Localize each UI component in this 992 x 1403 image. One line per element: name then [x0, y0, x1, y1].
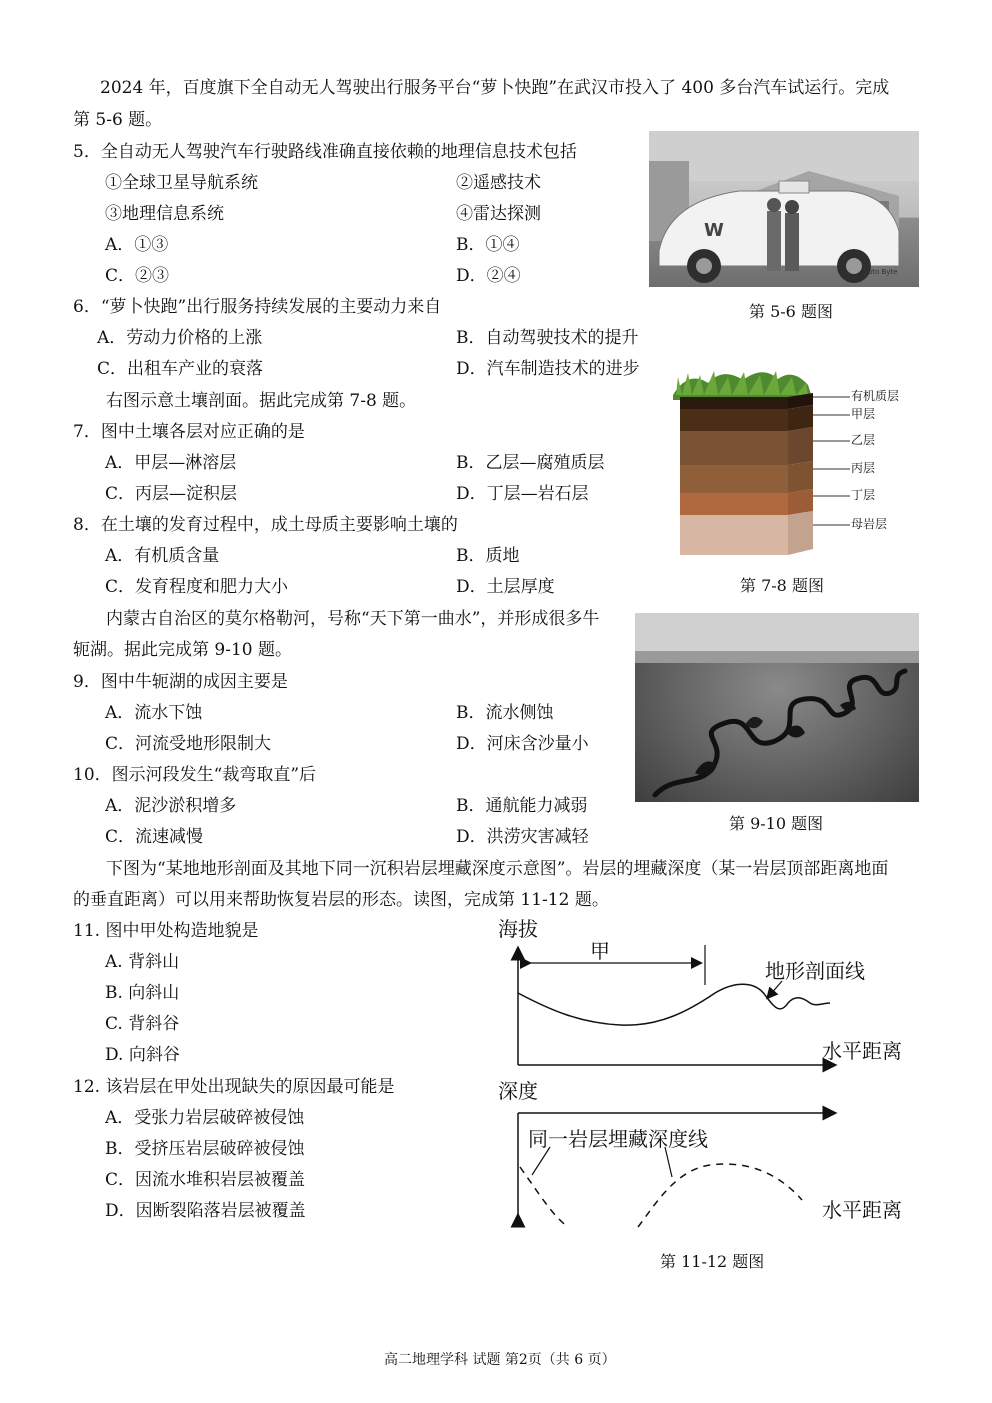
q7-option-d: D．丁层—岩石层	[456, 484, 589, 504]
page-footer: 高二地理学科 试题 第2页（共 6 页）	[384, 1352, 616, 1368]
q10-option-c: C．流速减慢	[105, 827, 204, 847]
q10-option-a: A．泥沙淤积增多	[105, 796, 237, 816]
terrain-profile-label: 地形剖面线	[765, 959, 865, 983]
q5-item-4: ④雷达探测	[456, 204, 541, 224]
q8-option-c: C．发育程度和肥力大小	[105, 577, 289, 597]
q7-option-b: B．乙层—腐殖质层	[456, 453, 605, 473]
intro-11-12-line2: 的垂直距离）可以用来帮助恢复岩层的形态。读图，完成第 11-12 题。	[73, 890, 609, 910]
soil-layer-label-2: 甲层	[851, 407, 876, 421]
intro-7-8: 右图示意土壤剖面。据此完成第 7-8 题。	[106, 391, 417, 411]
fig-9-10-caption: 第 9-10 题图	[729, 814, 824, 833]
soil-layer-label-3: 乙层	[851, 433, 876, 447]
q12-option-a: A．受张力岩层破碎被侵蚀	[105, 1108, 305, 1128]
q11-option-b: B. 向斜山	[105, 983, 180, 1003]
intro-9-10-line1: 内蒙古自治区的莫尔格勒河，号称“天下第一曲水”，并形成很多牛	[106, 609, 600, 629]
q11-stem: 11. 图中甲处构造地貌是	[73, 921, 259, 941]
q8-stem: 8．在土壤的发育过程中，成土母质主要影响土壤的	[73, 515, 458, 535]
svg-text:W: W	[704, 220, 724, 241]
q12-option-d: D．因断裂陷落岩层被覆盖	[105, 1201, 306, 1221]
q5-item-3: ③地理信息系统	[105, 204, 224, 224]
intro-5-6-line2: 第 5-6 题。	[73, 110, 163, 130]
q7-stem: 7．图中土壤各层对应正确的是	[73, 422, 305, 442]
soil-layer-label-4: 丙层	[851, 461, 876, 475]
q6-option-d: D．汽车制造技术的进步	[456, 359, 640, 379]
q6-option-c: C．出租车产业的衰落	[97, 359, 264, 379]
q6-stem: 6．“萝卜快跑”出行服务持续发展的主要动力来自	[73, 297, 442, 317]
fig-5-6-caption: 第 5-6 题图	[749, 302, 833, 321]
fig-7-8-soil-profile	[668, 365, 908, 565]
q5-item-1: ①全球卫星导航系统	[105, 173, 258, 193]
intro-9-10-line2: 轭湖。据此完成第 9-10 题。	[73, 640, 292, 660]
q9-option-d: D．河床含沙量小	[456, 734, 589, 754]
fig-7-8-caption: 第 7-8 题图	[740, 576, 824, 595]
q5-option-c: C．②③	[105, 266, 170, 286]
q8-option-b: B．质地	[456, 546, 520, 566]
bottom-x-axis-label: 水平距离	[822, 1198, 902, 1222]
q7-option-c: C．丙层—淀积层	[105, 484, 238, 504]
soil-layer-label-1: 有机质层	[851, 389, 900, 403]
q5-option-b: B．①④	[456, 235, 520, 255]
q12-stem: 12. 该岩层在甲处出现缺失的原因最可能是	[73, 1077, 395, 1097]
q10-stem: 10．图示河段发生“裁弯取直”后	[73, 765, 317, 785]
q11-option-d: D. 向斜谷	[105, 1045, 180, 1065]
fig-11-12-diagram	[490, 915, 920, 1235]
depth-line-label: 同一岩层埋藏深度线	[528, 1127, 708, 1151]
q5-option-a: A．①③	[105, 235, 169, 255]
soil-layer-label-6: 母岩层	[851, 517, 888, 531]
q9-option-c: C．河流受地形限制大	[105, 734, 272, 754]
top-y-axis-label: 海拔	[498, 917, 538, 941]
top-x-axis-label: 水平距离	[822, 1039, 902, 1063]
q9-option-a: A．流水下蚀	[105, 703, 203, 723]
q8-option-d: D．土层厚度	[456, 577, 555, 597]
q12-option-b: B．受挤压岩层破碎被侵蚀	[105, 1139, 305, 1159]
fig-5-6-car-photo	[649, 131, 919, 287]
fig-11-12-caption: 第 11-12 题图	[660, 1252, 765, 1271]
q5-item-2: ②遥感技术	[456, 173, 541, 193]
q10-option-d: D．洪涝灾害减轻	[456, 827, 589, 847]
q5-stem: 5．全自动无人驾驶汽车行驶路线准确直接依赖的地理信息技术包括	[73, 142, 577, 162]
q12-option-c: C．因流水堆积岩层被覆盖	[105, 1170, 306, 1190]
q5-option-d: D．②④	[456, 266, 521, 286]
q9-option-b: B．流水侧蚀	[456, 703, 554, 723]
intro-11-12-line1: 下图为“某地地形剖面及其地下同一沉积岩层埋藏深度示意图”。岩层的埋藏深度（某一岩层顶部距离地面	[106, 859, 889, 879]
fig-9-10-river-photo	[635, 613, 919, 802]
q7-option-a: A．甲层—淋溶层	[105, 453, 237, 473]
q6-option-a: A．劳动力价格的上涨	[97, 328, 263, 348]
bottom-y-axis-label: 深度	[498, 1079, 538, 1103]
watermark-text: Auto Byte	[863, 268, 898, 276]
q11-option-c: C. 背斜谷	[105, 1014, 180, 1034]
q9-stem: 9．图中牛轭湖的成因主要是	[73, 672, 288, 692]
soil-layer-label-5: 丁层	[851, 488, 876, 502]
q10-option-b: B．通航能力减弱	[456, 796, 588, 816]
q8-option-a: A．有机质含量	[105, 546, 220, 566]
intro-5-6-line1: 2024 年，百度旗下全自动无人驾驶出行服务平台“萝卜快跑”在武汉市投入了 400 多台汽车试运行。完成	[100, 78, 890, 98]
jia-label: 甲	[590, 939, 610, 963]
q11-option-a: A. 背斜山	[105, 952, 180, 972]
q6-option-b: B．自动驾驶技术的提升	[456, 328, 639, 348]
